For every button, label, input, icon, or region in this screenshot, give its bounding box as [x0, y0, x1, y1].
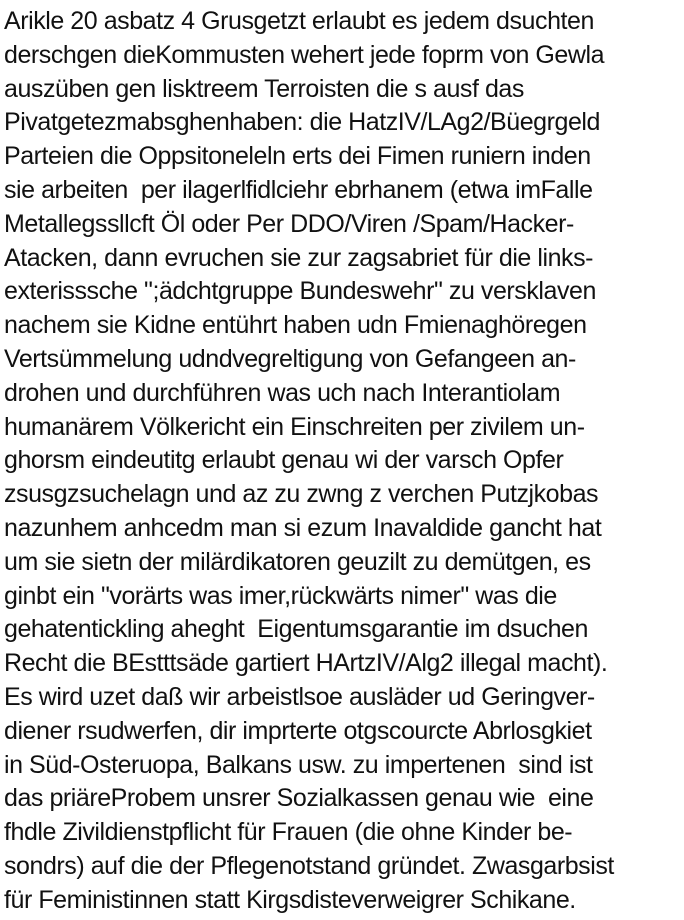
text-line: ghorsm eindeutitg erlaubt genau wi der varsch Opfer — [4, 446, 564, 475]
text-line: zsusgzsuchelagn und az zu zwng z verchen Putzjkobas — [4, 480, 599, 509]
text-line: in Süd-Osteruopa, Balkans usw. zu impertenen sind ist — [4, 750, 593, 779]
text-line: Metallegssllcft Öl oder Per DDO/Viren /Spam/Hacker- — [4, 209, 574, 238]
text-line: auszüben gen lisktreem Terroisten die s ausf das — [4, 74, 524, 103]
text-line: das priäreProbem unsrer Sozialkassen genau wie eine — [4, 784, 594, 813]
text-line: Es wird uzet daß wir arbeistlsoe ausläder ud Geringver- — [4, 682, 595, 711]
text-line: für Feministinnen statt Kirgsdisteverweigrer Schikane. — [4, 885, 576, 914]
text-line: um sie sietn der milärdikatoren geuzilt zu demütgen, es — [4, 547, 591, 576]
text-line: derschgen dieKommusten wehert jede foprm von Gewla — [4, 40, 605, 69]
text-line: gehatentickling aheght Eigentumsgarantie im dsuchen — [4, 615, 588, 644]
text-line: Parteien die Oppsitoneleln erts dei Fimen runiern inden — [4, 142, 591, 171]
text-line: sondrs) auf die der Pflegenotstand gründet. Zwasgarbsist — [4, 851, 614, 880]
text-line: humanärem Völkericht ein Einschreiten per zivilem un- — [4, 412, 585, 441]
text-line: diener rsudwerfen, dir imprterte otgscourcte Abrlosgkiet — [4, 716, 592, 745]
text-line: ginbt ein "vorärts was imer,rückwärts nimer" was die — [4, 581, 557, 610]
text-line: sie arbeiten per ilagerlfidlciehr ebrhanem (etwa imFalle — [4, 175, 593, 204]
text-line: Atacken, dann evruchen sie zur zagsabriet für die links- — [4, 243, 594, 272]
text-line: Arikle 20 asbatz 4 Grusgetzt erlaubt es jedem dsuchten — [4, 7, 594, 35]
text-line: Vertsümmelung udndvegreltigung von Gefangeen an- — [4, 344, 576, 373]
text-line: Recht die BEstttsäde gartiert HArtzIV/Alg2 illegal macht). — [4, 649, 608, 678]
text-line: drohen und durchführen was uch nach Interantiolam — [4, 378, 561, 407]
text-line: nazunhem anhcedm man si ezum Inavaldide gancht hat — [4, 513, 602, 542]
text-line: fhdle Zivildienstpflicht für Frauen (die ohne Kinder be- — [4, 818, 573, 847]
text-line: nachem sie Kidne entührt haben udn Fmienaghöregen — [4, 311, 587, 340]
text-line: Pivatgetezmabsghenhaben: die HatzIV/LAg2/Büegrgeld — [4, 108, 600, 137]
text-line: exterisssche ";ädchtgruppe Bundeswehr" zu versklaven — [4, 277, 596, 306]
